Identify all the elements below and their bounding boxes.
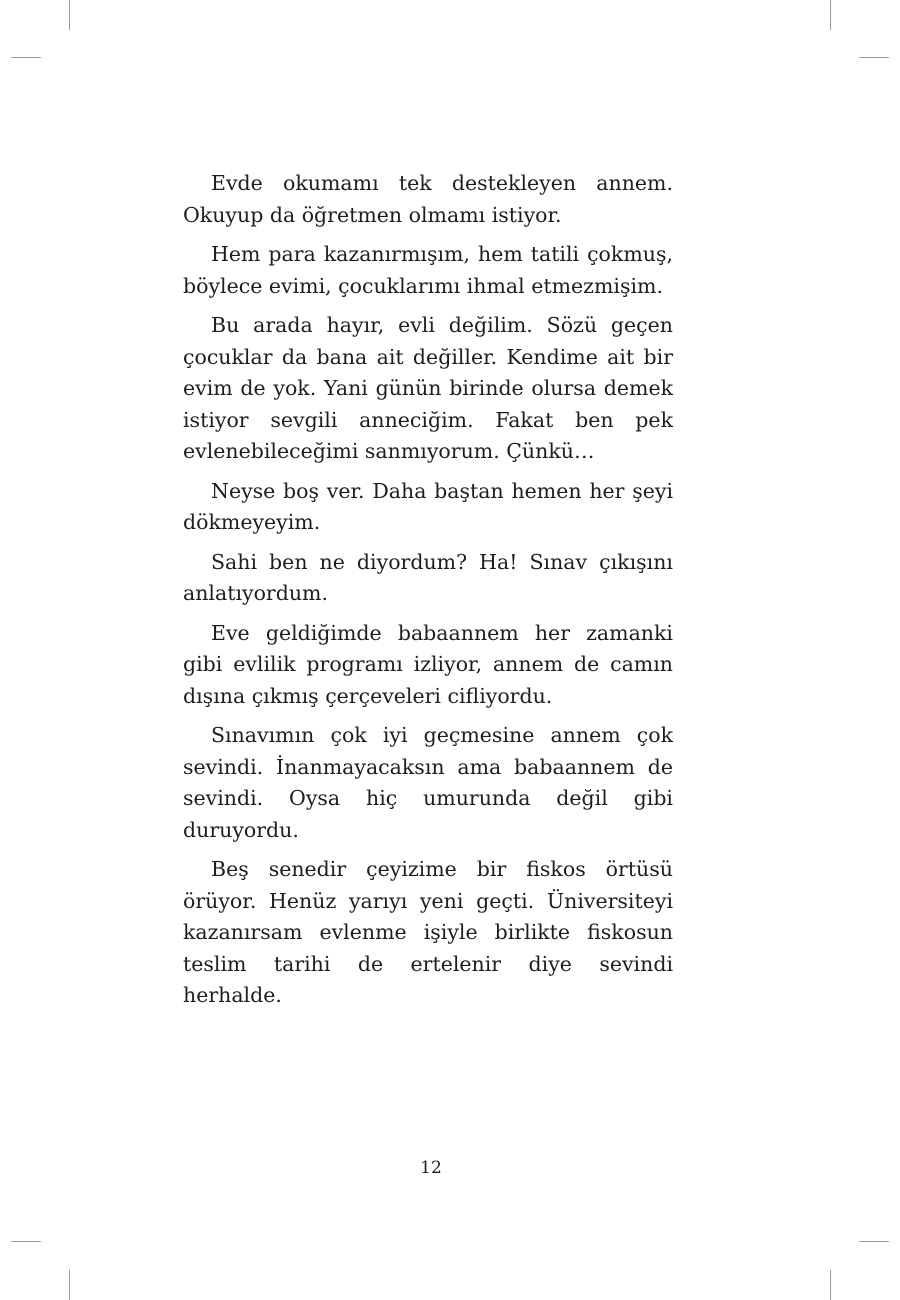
body-text bbox=[183, 168, 673, 1020]
paragraph-2: Hem para kazanırmışım, hem tatili çokmuş, böylece evimi, çocuklarımı ihmal etmezmişim. bbox=[183, 242, 673, 298]
crop-mark-top-left-vertical bbox=[69, 0, 70, 30]
crop-mark-top-right-horizontal bbox=[859, 57, 889, 58]
paragraph-6: Eve geldiğimde babaannem her zamanki gibi evlilik programı izliyor, annem de camın dışına çıkmış çerçeveleri cifliyordu. bbox=[183, 620, 673, 708]
paragraph-7: Sınavımın çok iyi geçmesine annem çok sevindi. İnanmayacaksın ama babaannem de sevindi. Oysa hiç umurunda değil gibi duruyordu. bbox=[183, 723, 673, 842]
crop-mark-bottom-left-vertical bbox=[69, 1270, 70, 1300]
paragraph-8: Beş senedir çeyizime bir fiskos örtüsü örüyor. Henüz yarıyı yeni geçti. Üniversiteyi kazanırsam evlenme işiyle birlikte fiskosun teslim tarihi de ertelenir diye sevindi herhalde. bbox=[183, 857, 673, 1007]
paragraph-4: Neyse boş ver. Daha baştan hemen her şeyi dökmeyeyim. bbox=[183, 478, 673, 534]
page-number: 12 bbox=[420, 1158, 442, 1178]
paragraph-5: Sahi ben ne diyordum? Ha! Sınav çıkışını anlatıyordum. bbox=[183, 549, 673, 605]
crop-mark-top-right-vertical bbox=[830, 0, 831, 30]
crop-mark-top-left-horizontal bbox=[11, 57, 41, 58]
crop-mark-bottom-left-horizontal bbox=[11, 1241, 41, 1242]
crop-mark-bottom-right-vertical bbox=[830, 1270, 831, 1300]
paragraph-3: Bu arada hayır, evli değilim. Sözü geçen çocuklar da bana ait değiller. Kendime ait bir evim de yok. Yani günün birinde olursa demek istiyor sevgili anneciğim. Fakat ben pek evlenebileceğimi sanmıyorum. Çünkü… bbox=[183, 313, 673, 463]
crop-mark-bottom-right-horizontal bbox=[859, 1241, 889, 1242]
paragraph-1: Evde okumamı tek destekleyen annem. Okuyup da öğretmen olmamı istiyor. bbox=[183, 171, 673, 227]
